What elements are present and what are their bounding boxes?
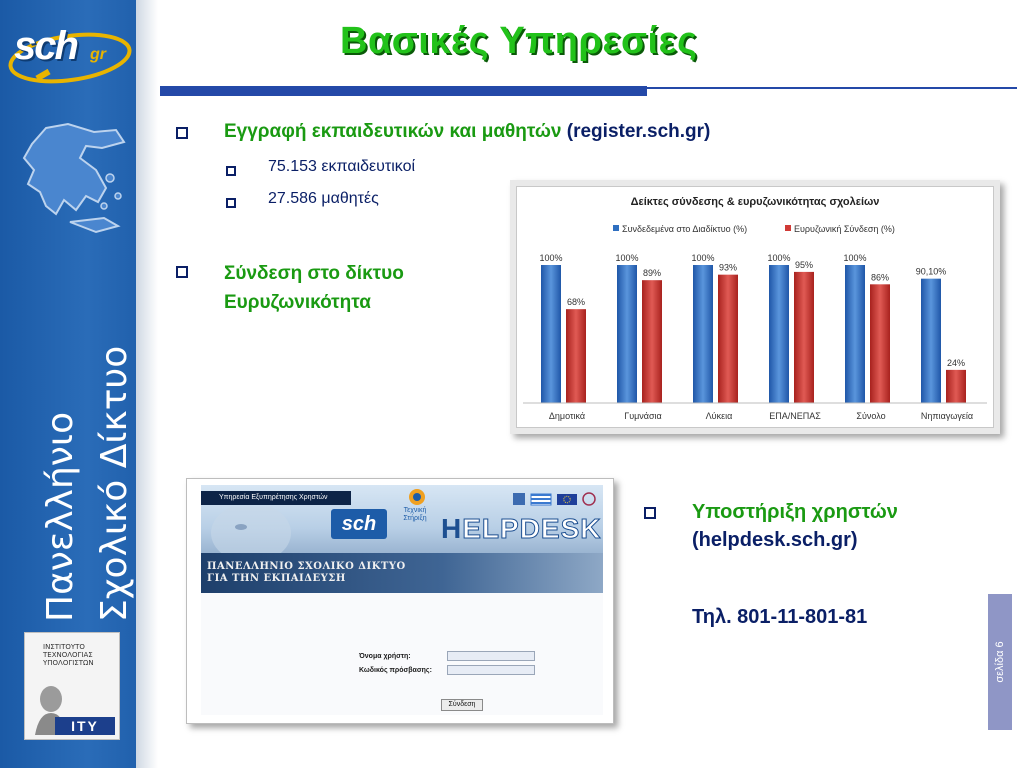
category-label: Δημοτικά — [548, 411, 586, 421]
square-bullet-icon — [226, 166, 236, 176]
chart-bar — [718, 275, 738, 403]
page-number: σελίδα 6 — [994, 641, 1006, 683]
helpdesk-bar: Υπηρεσία Εξυπηρέτησης Χρηστών — [201, 491, 351, 505]
username-input[interactable] — [447, 651, 535, 661]
bullet-connection — [176, 263, 404, 313]
title-rule-thin — [647, 87, 1017, 89]
legend-label: Ευρυζωνική Σύνδεση (%) — [794, 224, 895, 234]
bullet-students — [226, 190, 379, 213]
wordmark-h: H — [441, 513, 463, 544]
login-button[interactable]: Σύνδεση — [441, 699, 483, 711]
data-label: 89% — [642, 268, 662, 279]
ity-logo: ITY — [55, 717, 115, 735]
wordmark-rest: ELPDESK — [462, 513, 602, 544]
helpdesk-header — [201, 485, 603, 593]
legend-label: Συνδεδεμένα στο Διαδίκτυο (%) — [622, 224, 748, 234]
ity-line: ΤΕΧΝΟΛΟΓΙΑΣ — [43, 651, 93, 659]
network-line: ΓΙΑ ΤΗΝ ΕΚΠΑΙΔΕΥΣΗ — [207, 573, 346, 584]
password-input[interactable] — [447, 665, 535, 675]
helpdesk-support-text — [397, 507, 433, 523]
data-label: 93% — [718, 262, 738, 273]
chart-bar — [617, 265, 637, 403]
chart-bar — [845, 265, 865, 403]
teachers-count: 75.153 εκπαιδευτικοί — [268, 158, 416, 175]
bar-chart — [517, 187, 993, 427]
support-logo-icon — [407, 487, 427, 507]
page-number-tab — [988, 594, 1012, 730]
square-bullet-icon — [176, 127, 188, 139]
bullet-support — [644, 501, 898, 551]
logo-sub: gr — [90, 46, 106, 63]
bullet-registration — [176, 121, 711, 144]
vertical-title-line2: Σχολικό Δίκτυο — [94, 345, 135, 622]
chart-bar — [541, 265, 561, 403]
legend-swatch — [613, 225, 619, 231]
support-line: Στήριξη — [403, 515, 427, 522]
vertical-title-line1: Πανελλήνιο — [40, 411, 81, 622]
data-label: 95% — [794, 259, 814, 270]
ity-line: ΙΝΣΤΙΤΟΥΤΟ — [43, 643, 85, 651]
data-label: 68% — [566, 297, 586, 308]
category-label: Σύνολο — [856, 411, 886, 421]
ity-badge — [24, 632, 120, 740]
network-line: ΠΑΝΕΛΛΗΝΙΟ ΣΧΟΛΙΚΟ ΔΙΚΤΥΟ — [207, 561, 406, 572]
connection-line1: Σύνδεση στο δίκτυο — [224, 263, 404, 284]
slide-title: Βασικές Υπηρεσίες — [340, 20, 698, 62]
ity-line: ΥΠΟΛΟΓΙΣΤΩΝ — [43, 659, 94, 667]
support-line: Τεχνική — [403, 507, 427, 514]
helpdesk-screenshot — [186, 478, 614, 724]
category-label: Νηπιαγωγεία — [920, 411, 974, 421]
helpdesk-network-text — [207, 561, 406, 585]
helpdesk-sch-logo: sch — [331, 509, 387, 539]
password-label: Κωδικός πρόσβασης: — [359, 667, 432, 674]
chart-panel — [516, 186, 994, 428]
helpdesk-login-form — [201, 593, 603, 715]
chart-frame — [510, 180, 1000, 434]
connection-line2: Ευρυζωνικότητα — [224, 292, 371, 313]
chart-bar — [769, 265, 789, 403]
vertical-title — [28, 300, 148, 630]
bullet-teachers — [226, 158, 416, 181]
logo-text: sch — [14, 24, 77, 68]
data-label: 86% — [870, 272, 890, 283]
ity-text — [43, 643, 94, 667]
data-label: 24% — [946, 357, 966, 368]
category-label: Γυμνάσια — [624, 411, 662, 421]
chart-bar — [870, 284, 890, 403]
face-icon — [201, 507, 331, 557]
data-label: 100% — [843, 253, 867, 263]
square-bullet-icon — [644, 507, 656, 519]
students-count: 27.586 μαθητές — [268, 190, 379, 207]
registration-label: Εγγραφή εκπαιδευτικών και μαθητών — [224, 121, 562, 142]
square-bullet-icon — [226, 198, 236, 208]
support-phone: Τηλ. 801-11-801-81 — [692, 606, 868, 628]
sidebar — [0, 0, 158, 768]
chart-bar — [566, 309, 586, 403]
data-label: 100% — [767, 253, 791, 263]
support-line2: (helpdesk.sch.gr) — [692, 529, 858, 551]
sch-logo — [8, 10, 132, 90]
chart-bar — [642, 280, 662, 403]
chart-bar — [921, 279, 941, 403]
sidebar-edge — [136, 0, 158, 768]
helpdesk-wordmark — [441, 513, 601, 545]
registration-url: (register.sch.gr) — [566, 121, 711, 142]
greece-map-icon — [6, 118, 136, 248]
category-label: ΕΠΑ/ΝΕΠΑΣ — [769, 411, 821, 421]
data-label: 100% — [615, 253, 639, 263]
chart-bar — [693, 265, 713, 403]
chart-bar — [794, 272, 814, 403]
square-bullet-icon — [176, 266, 188, 278]
category-label: Λύκεια — [705, 411, 733, 421]
data-label: 90,10% — [915, 266, 947, 277]
legend-swatch — [785, 225, 791, 231]
data-label: 100% — [691, 253, 715, 263]
chart-title: Δείκτες σύνδεσης & ευρυζωνικότητας σχολείων — [630, 196, 880, 208]
support-line1: Υποστήριξη χρηστών — [692, 501, 898, 523]
data-label: 100% — [539, 253, 563, 263]
flags-icon — [513, 491, 601, 507]
username-label: Όνομα χρήστη: — [359, 653, 411, 660]
title-rule — [160, 86, 647, 96]
chart-bar — [946, 370, 966, 403]
